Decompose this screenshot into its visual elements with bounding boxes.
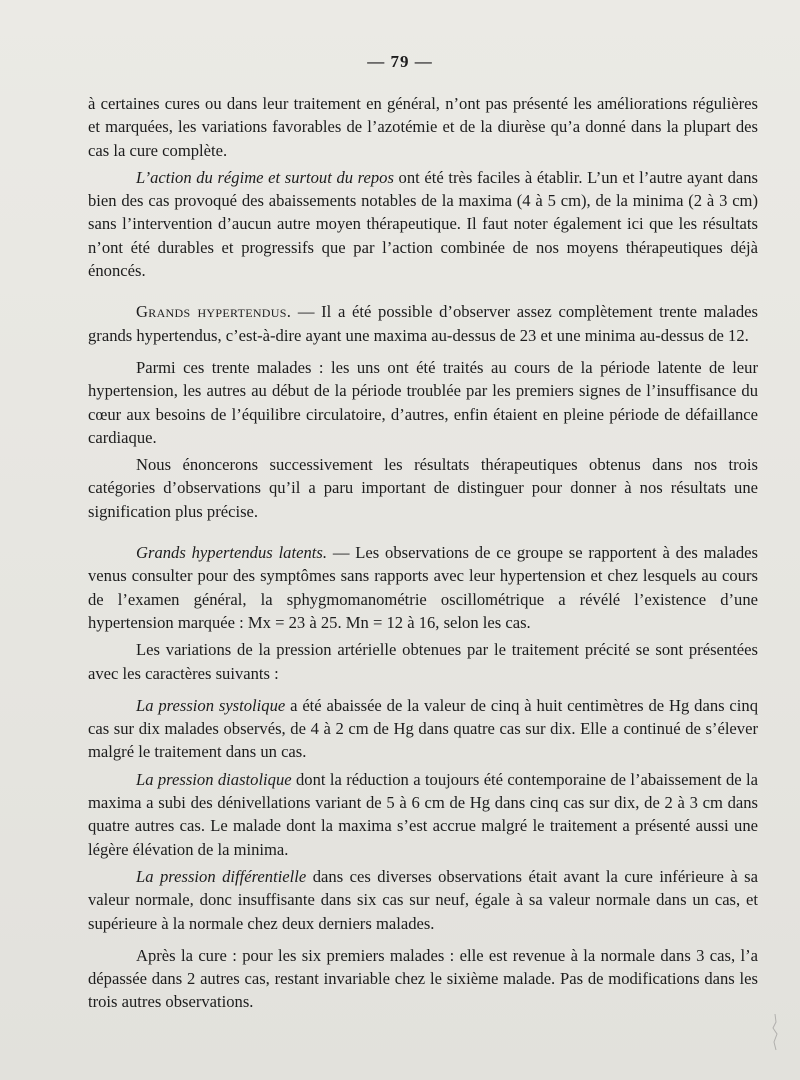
paragraph-text: a été abaissée de la valeur de cinq à huit centimètres de Hg dans cinq cas sur dix malades observés, de 4 à 2 cm de Hg dans quatre cas sur dix. Elle a continué de s’élever malgré le traitement dans un cas. [88,695,758,762]
paragraph [88,944,758,1014]
paragraph [88,865,758,935]
paragraph [88,768,758,861]
paragraph-text: dans ces diverses observations était avant la cure inférieure à sa valeur normale, donc insuffisante dans six cas sur neuf, égale à sa valeur normale dans un cas, et supérieure à la normale chez deux derniers malades. [88,866,758,933]
paragraph-text: — Les observations de ce groupe se rapportent à des malades venus consulter pour des symptômes sans rapports avec leur hypertension et chez lesquels au cours de l’examen général, la sphygmomanométrie oscillométrique a révélé l’existence d’une hypertension marquée : Mx = 23 à 25. Mn = 12 à 16, selon les cas. [88,543,758,632]
subsection-paragraph [88,541,758,634]
paragraph-text: Les variations de la pression artérielle obtenues par le traitement précité se sont présentées avec les caractères suivants : [88,640,758,683]
margin-smudge-icon [768,1012,782,1052]
paragraph [88,92,758,162]
paragraph [88,638,758,685]
paragraph-text: Nous énoncerons successivement les résultats thérapeutiques obtenus dans nos trois catégories d’observations qu’il a paru important de distinguer pour donner à nos résultats une signification plus précise. [88,455,758,521]
paragraph [88,356,758,449]
section-paragraph [88,300,758,347]
paragraph-text: Après la cure : pour les six premiers malades : elle est revenue à la normale dans 3 cas, l’a dépassée dans 2 autres cas, restant invariable chez le sixième malade. Pas de modifications dans les trois autres observations. [88,945,758,1012]
paragraph [88,453,758,523]
paragraph [88,166,758,282]
paragraph-text: à certaines cures ou dans leur traitement en général, n’ont pas présenté les améliorations régulières et marquées, les variations favorables de l’azotémie et de la diurèse qu’a donné dans la plupart des cas la cure complète. [88,94,758,160]
italic-lead: La pression diastolique [136,769,292,789]
paragraph-text: Parmi ces trente malades : les uns ont été traités au cours de la période latente de leur hypertension, les autres au début de la période troublée par les premiers signes de l’insuffisance du cœur aux besoins de l’équilibre circulatoire, d’autres, enfin étaient en pleine période de défaillance cardiaque. [88,357,758,447]
italic-lead: La pression systolique [136,695,286,715]
section-heading: Grands hypertendus. [136,302,292,322]
paragraph-text: — Il a été possible d’observer assez complètement trente malades grands hypertendus, c’est-à-dire ayant une maxima au-dessus de 23 et une minima au-dessus de 12. [88,302,758,345]
body-text [88,92,758,1014]
paragraph-text: ont été très faciles à établir. L’un et l’autre ayant dans bien des cas provoqué des abaissements notables de la maxima (4 à 5 cm), de la minima (2 à 3 cm) sans l’intervention d’aucun autre moyen thérapeutique. Il faut noter également ici que les résultats n’ont été durables et progressifs que par l’action combinée de nos moyens thérapeutiques déjà énoncés. [88,167,758,281]
italic-lead: L’action du régime et surtout du repos [136,167,394,187]
paragraph [88,694,758,764]
italic-lead: La pression différentielle [136,866,307,886]
subsection-heading: Grands hypertendus latents. [136,543,327,563]
page-number: — 79 — [367,52,433,71]
paragraph-text: dont la réduction a toujours été contemporaine de l’abaissement de la maxima a subi des dénivellations variant de 5 à 6 cm de Hg dans cinq cas sur dix, de 2 à 3 cm dans quatre autres cas. Le malade dont la maxima s’est accrue malgré le traitement a présenté aussi une légère élévation de la minima. [88,769,758,859]
